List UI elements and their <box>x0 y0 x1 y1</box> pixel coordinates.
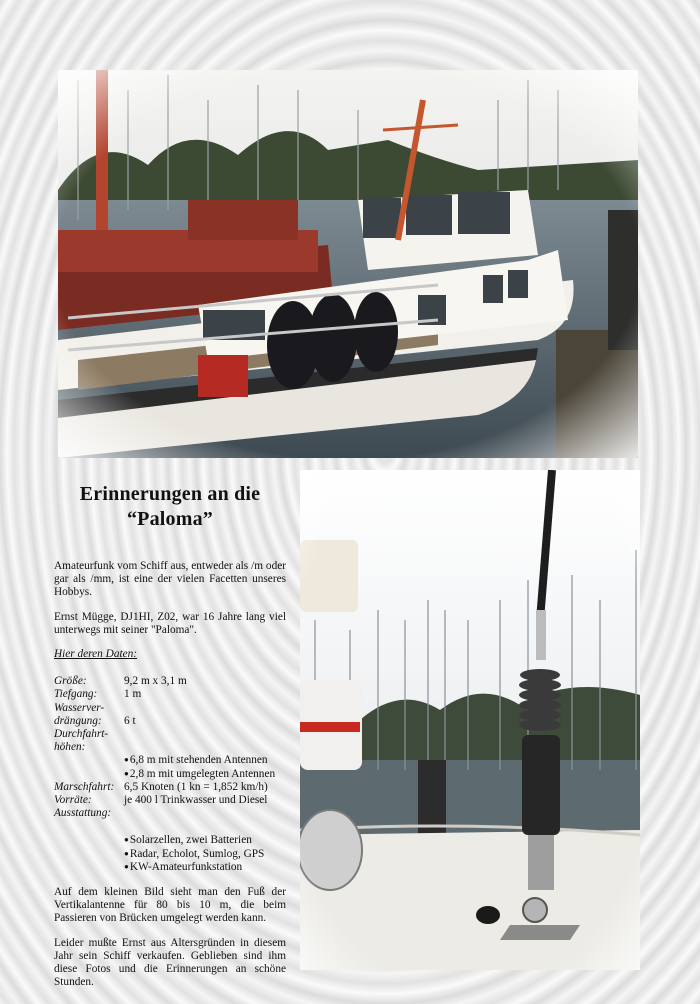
spec-label: Größe: <box>54 675 87 688</box>
height-item: ● 2,8 m mit umgelegten Antennen <box>124 768 286 781</box>
equipment-row <box>54 861 286 874</box>
spec-label: Wasserver- <box>54 701 105 714</box>
spec-value: je 400 l Trinkwasser und Diesel <box>124 794 268 807</box>
spec-row <box>54 675 286 688</box>
antenna-photo <box>300 470 640 970</box>
spec-label: Ausstattung: <box>54 807 112 820</box>
spec-value: 6 t <box>124 714 136 727</box>
spec-row <box>54 715 286 728</box>
spec-row <box>54 807 286 820</box>
spec-label: Marschfahrt: <box>54 780 115 793</box>
spec-value <box>124 702 286 715</box>
intro-paragraph: Amateurfunk vom Schiff aus, entweder als /m oder gar als /mm, ist eine der vielen Facetten unseres Hobbys. <box>54 560 286 599</box>
height-row <box>54 768 286 781</box>
article-title <box>54 482 286 532</box>
equipment-item: ● Solarzellen, zwei Batterien <box>124 834 286 847</box>
equipment-row <box>54 848 286 861</box>
spec-row <box>54 702 286 715</box>
spec-label: Vorräte: <box>54 794 92 807</box>
title-line-1: Erinnerungen an die <box>79 483 261 505</box>
data-heading: Hier deren Daten: <box>54 648 138 661</box>
article-text <box>54 482 286 1000</box>
title-line-2: “Paloma” <box>126 508 214 530</box>
height-row <box>54 754 286 767</box>
spec-label: Tiefgang: <box>54 688 98 701</box>
spec-label: drängung: <box>54 714 102 727</box>
spec-value: 1 m <box>124 688 142 701</box>
spec-value: 9,2 m x 3,1 m <box>124 675 187 688</box>
spec-value: 6,5 Knoten (1 kn = 1,852 km/h) <box>124 780 268 793</box>
spec-label: Durchfahrt- <box>54 728 109 741</box>
spec-value <box>124 728 286 741</box>
spec-value <box>124 741 286 754</box>
owner-paragraph: Ernst Mügge, DJ1HI, Z02, war 16 Jahre lang viel unterwegs mit seiner "Paloma". <box>54 610 286 636</box>
specs-table <box>54 675 286 874</box>
spec-row <box>54 794 286 807</box>
spec-label: höhen: <box>54 741 86 754</box>
boat-photo <box>58 70 638 458</box>
spec-row <box>54 728 286 741</box>
antenna-paragraph: Auf dem kleinen Bild sieht man den Fuß der Vertikalantenne für 80 bis 10 m, die beim Passieren von Brücken umgelegt werden kann. <box>54 886 286 925</box>
height-item: ● 6,8 m mit stehenden Antennen <box>124 754 286 767</box>
spec-row <box>54 741 286 754</box>
equipment-row <box>54 834 286 847</box>
equipment-item: ● KW-Amateurfunkstation <box>124 861 286 874</box>
equipment-item: ● Radar, Echolot, Sumlog, GPS <box>124 848 286 861</box>
spec-value <box>124 807 286 820</box>
spec-row <box>54 781 286 794</box>
closing-paragraph: Leider mußte Ernst aus Altersgründen in diesem Jahr sein Schiff verkaufen. Geblieben sind ihm diese Fotos und die Erinnerungen an schöne Stunden. <box>54 936 286 989</box>
spec-row <box>54 688 286 701</box>
